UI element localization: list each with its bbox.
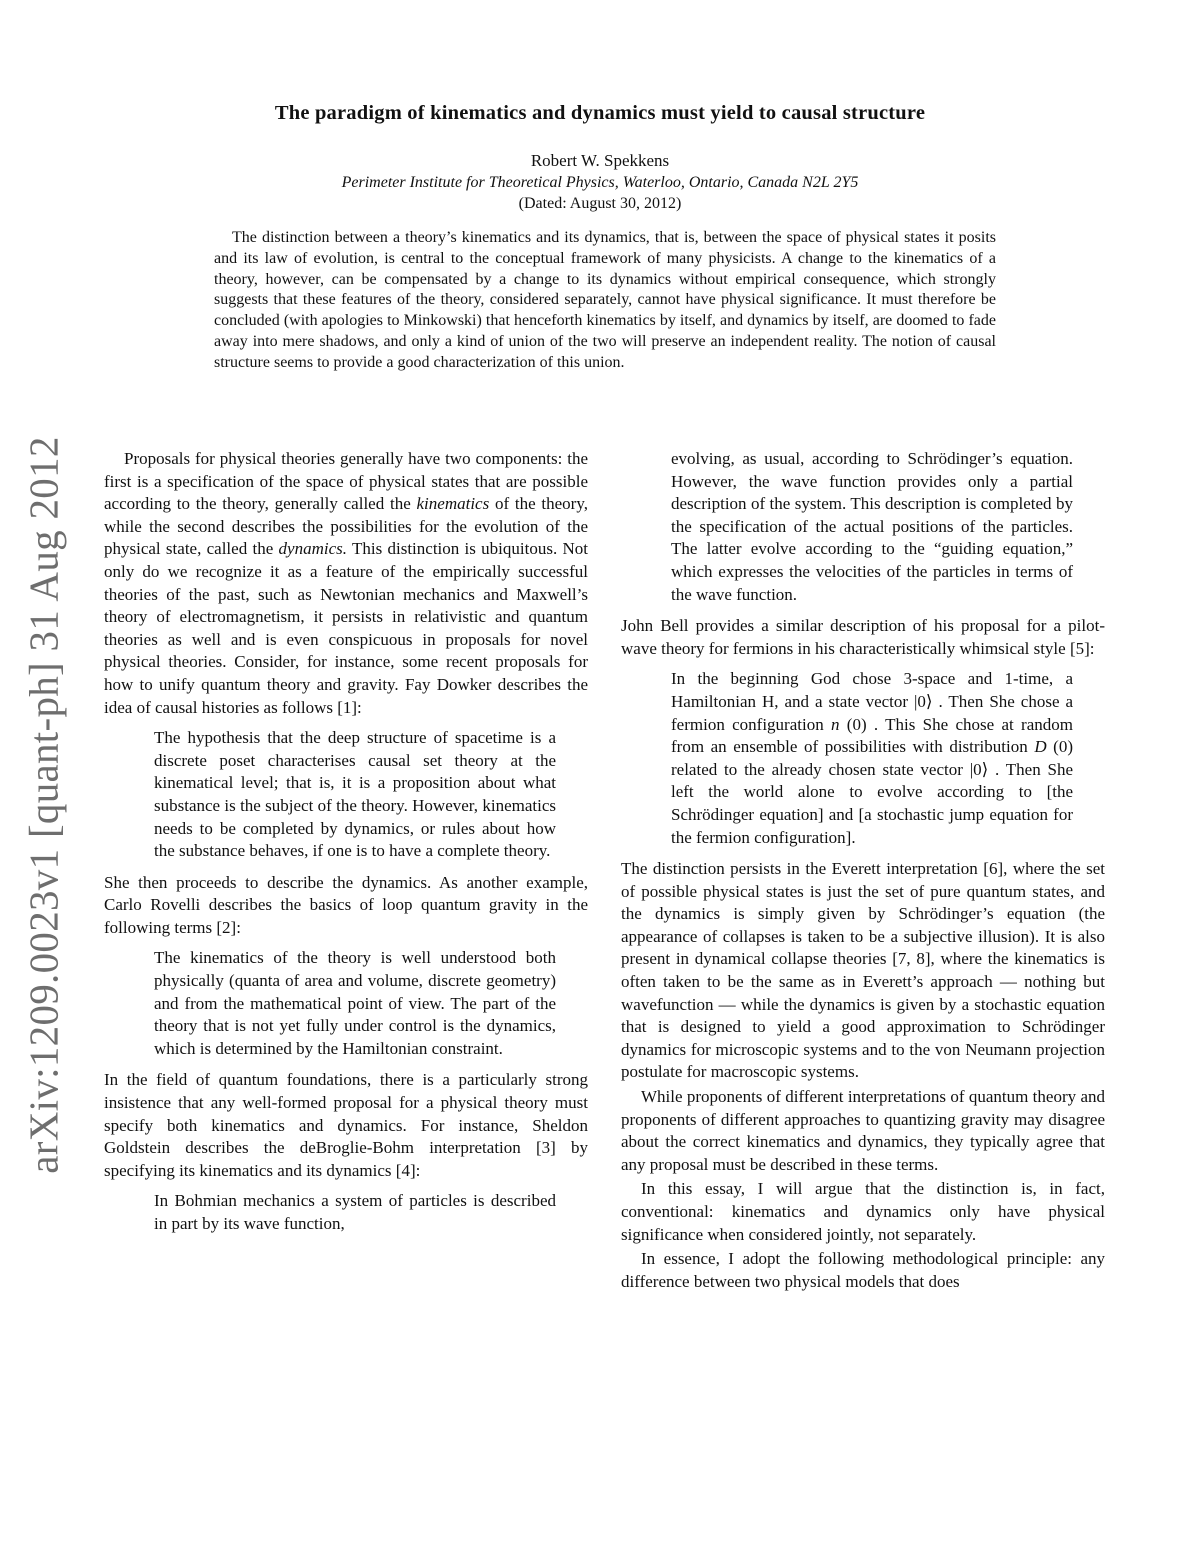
paragraph-foundations: In the field of quantum foundations, there is a particularly strong insistence that any well-formed proposal for a physical theory must specify both kinematics and dynamics. For instance, Sheldon Goldstein describes the deBroglie-Bohm interpretation [3] by specifying its kinematics and its dynamics [4]: — [104, 1070, 588, 1180]
quote-rovelli: The kinematics of the theory is well understood both physically (quanta of area and volume, discrete geometry) and from the mathematical point of view. The part of the theory that is not yet fully under control is the dynamics, which is determined by the Hamiltonian constraint. — [154, 948, 556, 1058]
quote-goldstein-continued: evolving, as usual, according to Schrödinger’s equation. However, the wave function provides only a partial description of the system. This description is completed by the specification of the actual positions of the particles. The latter evolve according to the “guiding equation,” which expresses the velocities of the particles in terms of the wave function. — [671, 449, 1073, 604]
dynamics-term: dynamics. — [278, 539, 348, 559]
math-variable-n: n — [831, 714, 840, 734]
paragraph-bell-intro: John Bell provides a similar description of his proposal for a pilot-wave theory for fermions in his characteristically whimsical style [5]: — [621, 616, 1105, 658]
paragraph-proponents: While proponents of different interpretations of quantum theory and proponents of different approaches to quantizing gravity may disagree about the correct kinematics and dynamics, they typically agree that any proposal must be described in these terms. — [621, 1087, 1105, 1174]
paragraph-rovelli-intro: She then proceeds to describe the dynamics. As another example, Carlo Rovelli describes the basics of loop quantum gravity in the following terms [2]: — [104, 872, 588, 937]
abstract: The distinction between a theory’s kinematics and its dynamics, that is, between the space of physical states it posits and its law of evolution, is central to the conceptual framework of many physicists. A change to the kinematics of a theory, however, can be compensated by a change to its dynamics without empirical consequence, which strongly suggests that these features of the theory, considered separately, cannot have physical significance. It must therefore be concluded (with apologies to Minkowski) that henceforth kinematics by itself, and dynamics by itself, are doomed to fade away into mere shadows, and only a kind of union of the two will preserve an independent reality. The notion of causal structure seems to provide a good characterization of this union. — [214, 229, 996, 371]
arxiv-identifier: arXiv:1209.0023v1 [quant-ph] 31 Aug 2012 — [21, 436, 68, 1174]
paragraph-methodology: In essence, I adopt the following methodological principle: any difference between two physical models that does — [621, 1249, 1105, 1291]
quote-dowker: The hypothesis that the deep structure of spacetime is a discrete poset characterises causal set theory at the kinematical level; that is, it is a proposition about what substance is the subject of the theory. However, kinematics needs to be completed by dynamics, or rules about how the substance behaves, if one is to have a complete theory. — [154, 728, 556, 861]
quote-text: In the beginning God chose 3-space and 1-time, a Hamiltonian H, and a state vector |0⟩ . Then She chose a fermion configuration — [671, 669, 1073, 734]
arxiv-side-stamp — [14, 400, 74, 1210]
quote-goldstein-start: In Bohmian mechanics a system of particles is described in part by its wave function, — [154, 1191, 556, 1233]
paper-title: The paradigm of kinematics and dynamics must yield to causal structure — [274, 102, 926, 124]
left-column — [104, 448, 588, 1245]
paragraph-text: of the theory, while the second describes the possibilities for the evolution of the physical state, called the — [104, 494, 588, 559]
right-column — [621, 448, 1105, 1295]
paragraph-text: Proposals for physical theories generally have two components: the first is a specification of the space of physical states that are possible according to the theory, generally called the — [104, 449, 588, 514]
quote-bell — [621, 668, 1105, 849]
author-name: Robert W. Spekkens — [530, 151, 670, 170]
paper-date: (Dated: August 30, 2012) — [518, 195, 682, 212]
author-affiliation: Perimeter Institute for Theoretical Physics, Waterloo, Ontario, Canada N2L 2Y5 — [341, 174, 859, 191]
quote-text: (0) related to the already chosen state vector |0⟩ . Then She left the world alone to evolve according to [the Schrödinger equation] and [a stochastic jump equation for the fermion configuration]. — [671, 737, 1073, 847]
kinematics-term: kinematics — [416, 494, 490, 514]
math-variable-d: D — [1034, 737, 1047, 757]
paragraph-intro — [104, 448, 588, 719]
quote-text: (0) . This She chose at random from an ensemble of possibilities with distribution — [671, 714, 1073, 757]
paragraph-everett: The distinction persists in the Everett interpretation [6], where the set of possible physical states is just the set of pure quantum states, and the dynamics is simply given by Schrödinger’s equation (the appearance of collapses is taken to be a subjective illusion). It is also present in dynamical collapse theories [7, 8], where the kinematics is often taken to be the same as in Everett’s approach — nothing but wavefunction — while the dynamics is given by a stochastic equation that is designed to yield a good approximation to Schrödinger dynamics for microscopic systems and to the von Neumann projection postulate for macroscopic systems. — [621, 859, 1105, 1082]
paragraph-text: This distinction is ubiquitous. Not only do we recognize it as a feature of the empirically successful theories of the past, such as Newtonian mechanics and Maxwell’s theory of electromagnetism, it persists in relativistic and quantum theories as well and is even conspicuous in proposals for novel physical theories. Consider, for instance, some recent proposals for how to unify quantum theory and gravity. Fay Dowker describes the idea of causal histories as follows [1]: — [104, 539, 588, 717]
paragraph-essay-claim: In this essay, I will argue that the distinction is, in fact, conventional: kinematics and dynamics only have physical significance when considered jointly, not separately. — [621, 1179, 1105, 1244]
